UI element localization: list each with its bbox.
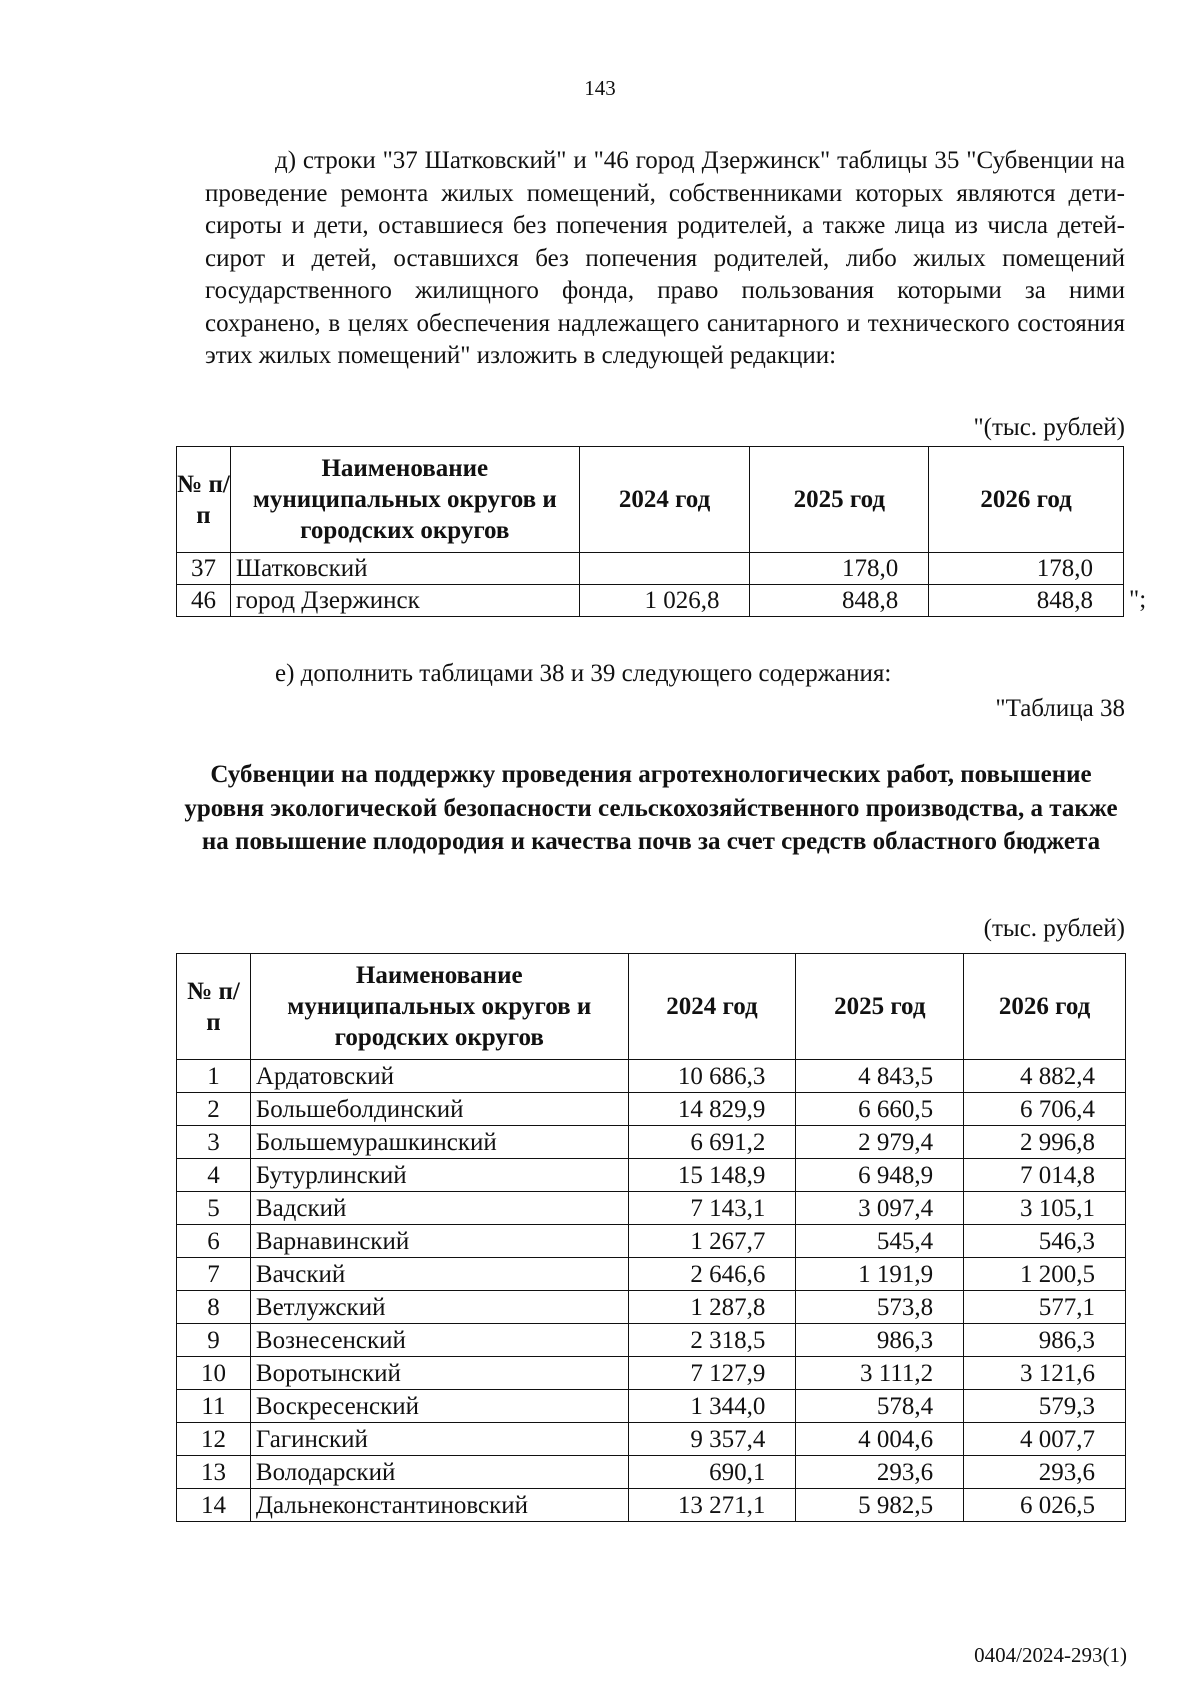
row-number: 37 <box>177 553 231 585</box>
table1-header-2026: 2026 год <box>929 447 1124 553</box>
table1-header-name: Наименование муниципальных округов и городских округов <box>230 447 579 553</box>
row-name: Вачский <box>250 1258 628 1291</box>
row-value-2026: 4 882,4 <box>964 1060 1126 1093</box>
row-value-2024: 1 267,7 <box>628 1225 796 1258</box>
page-number: 143 <box>584 76 616 100</box>
row-value-2026: 7 014,8 <box>964 1159 1126 1192</box>
row-number: 2 <box>177 1093 251 1126</box>
table1-header-2025: 2025 год <box>750 447 929 553</box>
row-value-2025: 6 660,5 <box>796 1093 964 1126</box>
table1-header-2024: 2024 год <box>579 447 750 553</box>
row-value-2025: 1 191,9 <box>796 1258 964 1291</box>
row-name: Володарский <box>250 1456 628 1489</box>
table-row <box>177 1357 1126 1390</box>
row-number: 11 <box>177 1390 251 1423</box>
row-value-2024: 1 287,8 <box>628 1291 796 1324</box>
row-name: Гагинский <box>250 1423 628 1456</box>
row-number: 12 <box>177 1423 251 1456</box>
row-value-2024: 690,1 <box>628 1456 796 1489</box>
table2-header-name: Наименование муниципальных округов и городских округов <box>250 954 628 1060</box>
row-name: город Дзержинск <box>230 585 579 617</box>
row-value-2026: 577,1 <box>964 1291 1126 1324</box>
row-value-2025: 545,4 <box>796 1225 964 1258</box>
table-row <box>177 1093 1126 1126</box>
row-name: Варнавинский <box>250 1225 628 1258</box>
row-name: Большеболдинский <box>250 1093 628 1126</box>
table-row <box>177 585 1124 617</box>
row-value-2025: 4 843,5 <box>796 1060 964 1093</box>
row-name: Дальнеконстантиновский <box>250 1489 628 1522</box>
row-value-2026: 3 121,6 <box>964 1357 1126 1390</box>
row-value-2024: 1 344,0 <box>628 1390 796 1423</box>
table-row <box>177 1390 1126 1423</box>
row-number: 4 <box>177 1159 251 1192</box>
row-value-2025: 6 948,9 <box>796 1159 964 1192</box>
row-name: Шатковский <box>230 553 579 585</box>
table1-header-row <box>177 447 1124 553</box>
row-value-2026: 6 026,5 <box>964 1489 1126 1522</box>
table-row <box>177 1324 1126 1357</box>
row-value-2025: 986,3 <box>796 1324 964 1357</box>
row-name: Большемурашкинский <box>250 1126 628 1159</box>
row-value-2025: 4 004,6 <box>796 1423 964 1456</box>
row-name: Воскресенский <box>250 1390 628 1423</box>
row-value-2024: 6 691,2 <box>628 1126 796 1159</box>
table-row <box>177 1456 1126 1489</box>
table2-header-row <box>177 954 1126 1060</box>
document-code: 0404/2024-293(1) <box>974 1643 1127 1667</box>
row-value-2024: 9 357,4 <box>628 1423 796 1456</box>
row-number: 6 <box>177 1225 251 1258</box>
row-number: 46 <box>177 585 231 617</box>
row-value-2024: 13 271,1 <box>628 1489 796 1522</box>
row-value-2025: 178,0 <box>750 553 929 585</box>
table-row <box>177 1291 1126 1324</box>
table-row <box>177 1126 1126 1159</box>
row-number: 13 <box>177 1456 251 1489</box>
row-number: 10 <box>177 1357 251 1390</box>
row-value-2025: 293,6 <box>796 1456 964 1489</box>
row-number: 9 <box>177 1324 251 1357</box>
table-row <box>177 1225 1126 1258</box>
table2-header-num: № п/п <box>177 954 251 1060</box>
table-row <box>177 553 1124 585</box>
row-name: Вадский <box>250 1192 628 1225</box>
row-name: Воротынский <box>250 1357 628 1390</box>
table-row <box>177 1423 1126 1456</box>
row-value-2025: 2 979,4 <box>796 1126 964 1159</box>
row-name: Вознесенский <box>250 1324 628 1357</box>
row-value-2024: 7 143,1 <box>628 1192 796 1225</box>
table1 <box>176 446 1124 617</box>
row-value-2026: 986,3 <box>964 1324 1126 1357</box>
row-value-2024: 14 829,9 <box>628 1093 796 1126</box>
row-value-2024: 10 686,3 <box>628 1060 796 1093</box>
row-number: 7 <box>177 1258 251 1291</box>
row-value-2026: 3 105,1 <box>964 1192 1126 1225</box>
row-value-2024 <box>579 553 750 585</box>
table2 <box>176 953 1126 1522</box>
table1-closing-quote: "; <box>1129 586 1147 613</box>
table-row <box>177 1489 1126 1522</box>
intro-paragraph: д) строки "37 Шатковский" и "46 город Дзержинск" таблицы 35 "Субвенции на проведение ремонта жилых помещений, собственниками которых являются дети-сироты и дети, оставшиеся без попечения родителей, а также лица из числа детей-сирот и детей, оставшихся без попечения родителей, либо жилых помещений государственного жилищного фонда, право пользования которыми за ними сохранено, в целях обеспечения надлежащего санитарного и технического состояния этих жилых помещений" изложить в следующей редакции: <box>205 147 1125 369</box>
row-number: 1 <box>177 1060 251 1093</box>
row-value-2024: 2 318,5 <box>628 1324 796 1357</box>
row-value-2025: 5 982,5 <box>796 1489 964 1522</box>
table1-header-num: № п/п <box>177 447 231 553</box>
row-value-2026: 2 996,8 <box>964 1126 1126 1159</box>
row-value-2026: 178,0 <box>929 553 1124 585</box>
table2-header-2025: 2025 год <box>796 954 964 1060</box>
row-value-2024: 7 127,9 <box>628 1357 796 1390</box>
row-value-2024: 15 148,9 <box>628 1159 796 1192</box>
row-number: 3 <box>177 1126 251 1159</box>
row-number: 5 <box>177 1192 251 1225</box>
table2-units: (тыс. рублей) <box>983 915 1125 942</box>
table2-header-2026: 2026 год <box>964 954 1126 1060</box>
row-value-2025: 3 111,2 <box>796 1357 964 1390</box>
row-value-2026: 4 007,7 <box>964 1423 1126 1456</box>
table1-units: "(тыс. рублей) <box>973 414 1125 441</box>
row-name: Ветлужский <box>250 1291 628 1324</box>
table-row <box>177 1060 1126 1093</box>
row-value-2025: 848,8 <box>750 585 929 617</box>
row-value-2025: 573,8 <box>796 1291 964 1324</box>
table-row <box>177 1192 1126 1225</box>
row-name: Ардатовский <box>250 1060 628 1093</box>
row-value-2026: 579,3 <box>964 1390 1126 1423</box>
table-row <box>177 1159 1126 1192</box>
row-value-2026: 6 706,4 <box>964 1093 1126 1126</box>
action-e-text: е) дополнить таблицами 38 и 39 следующего содержания: <box>275 660 892 687</box>
row-value-2024: 2 646,6 <box>628 1258 796 1291</box>
table2-label: "Таблица 38 <box>995 695 1125 722</box>
row-value-2024: 1 026,8 <box>579 585 750 617</box>
row-name: Бутурлинский <box>250 1159 628 1192</box>
row-value-2025: 578,4 <box>796 1390 964 1423</box>
row-value-2025: 3 097,4 <box>796 1192 964 1225</box>
row-value-2026: 546,3 <box>964 1225 1126 1258</box>
table2-header-2024: 2024 год <box>628 954 796 1060</box>
row-value-2026: 293,6 <box>964 1456 1126 1489</box>
table-row <box>177 1258 1126 1291</box>
table2-title: Субвенции на поддержку проведения агротехнологических работ, повышение уровня экологической безопасности сельскохозяйственного производства, а также на повышение плодородия и качества почв за счет средств областного бюджета <box>184 761 1118 855</box>
row-value-2026: 1 200,5 <box>964 1258 1126 1291</box>
row-number: 8 <box>177 1291 251 1324</box>
row-value-2026: 848,8 <box>929 585 1124 617</box>
row-number: 14 <box>177 1489 251 1522</box>
